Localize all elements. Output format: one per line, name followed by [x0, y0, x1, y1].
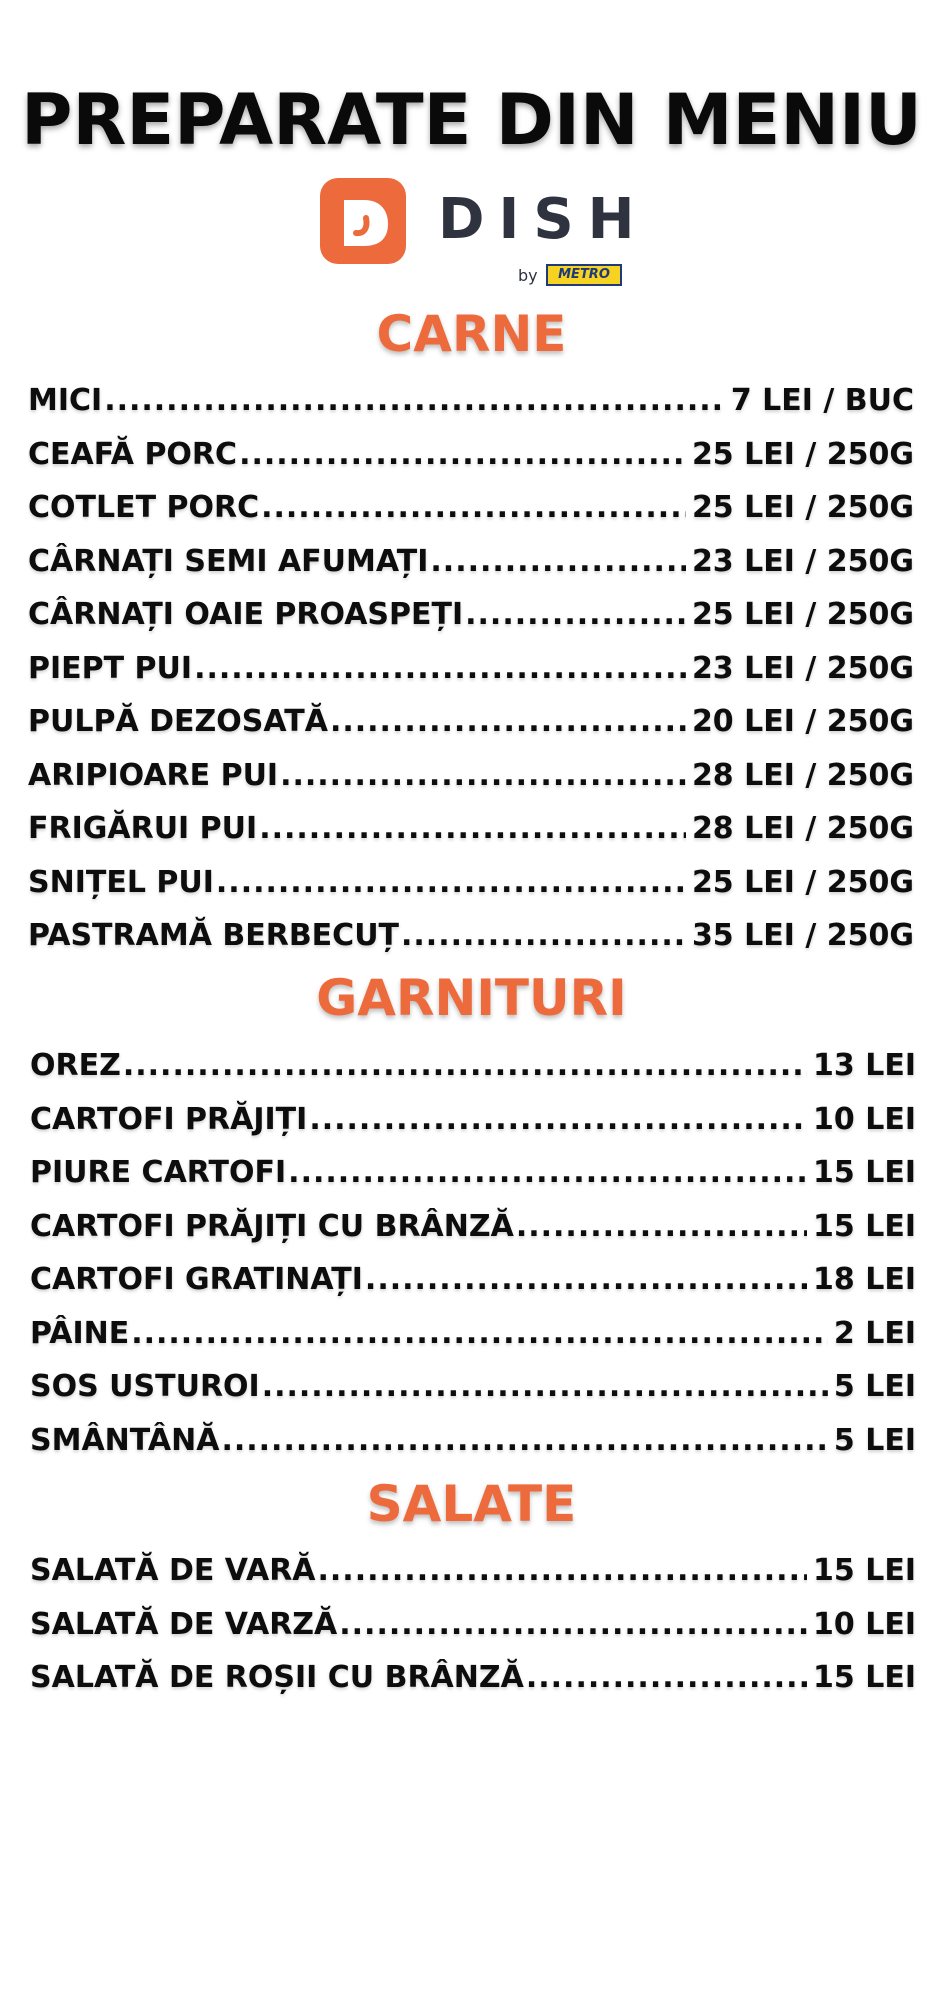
dish-logo-by: by — [518, 266, 538, 285]
item-price: 10 LEI — [813, 1101, 916, 1137]
dish-logo — [320, 178, 649, 288]
salate-list — [30, 1544, 916, 1705]
dot-leader — [526, 1651, 807, 1705]
dot-leader — [261, 481, 686, 535]
dot-leader — [131, 1307, 828, 1361]
dot-leader — [330, 695, 686, 749]
menu-item — [30, 1253, 916, 1307]
item-price: 23 LEI / 250G — [691, 650, 914, 686]
item-price: 15 LEI — [813, 1553, 916, 1588]
menu-item — [30, 1093, 916, 1147]
item-name: MICI — [28, 383, 103, 418]
menu-item — [28, 481, 914, 535]
item-name: SNIȚEL PUI — [28, 864, 214, 900]
item-name: SALATĂ DE VARĂ — [30, 1553, 316, 1588]
menu-item — [28, 909, 914, 963]
item-price: 15 LEI — [813, 1208, 916, 1244]
dot-leader — [365, 1253, 807, 1307]
item-price: 28 LEI / 250G — [691, 811, 914, 846]
menu-item — [30, 1544, 916, 1598]
item-price: 15 LEI — [813, 1155, 916, 1190]
dot-leader — [465, 588, 686, 642]
dot-leader — [401, 909, 686, 963]
item-name: SALATĂ DE ROȘII CU BRÂNZĂ — [30, 1660, 524, 1695]
item-name: CARTOFI GRATINAȚI — [30, 1262, 363, 1297]
menu-item — [30, 1360, 916, 1414]
menu-item — [28, 749, 914, 803]
item-price: 18 LEI — [813, 1262, 916, 1297]
dot-leader — [104, 374, 725, 428]
menu-item — [30, 1307, 916, 1361]
menu-item — [28, 374, 914, 428]
item-name: CEAFĂ PORC — [28, 436, 238, 472]
dot-leader — [259, 802, 686, 856]
menu-item — [30, 1598, 916, 1652]
item-name: SALATĂ DE VARZĂ — [30, 1606, 338, 1642]
menu-item — [30, 1146, 916, 1200]
item-price: 13 LEI — [813, 1048, 916, 1083]
menu-item — [30, 1414, 916, 1468]
item-name: OREZ — [30, 1048, 121, 1083]
dot-leader — [339, 1598, 807, 1652]
menu-item — [28, 856, 914, 910]
item-name: SMÂNTÂNĂ — [30, 1422, 220, 1458]
item-name: SOS USTUROI — [30, 1369, 260, 1404]
item-name: PIURE CARTOFI — [30, 1155, 287, 1190]
item-price: 20 LEI / 250G — [691, 704, 914, 739]
dot-leader — [216, 856, 686, 910]
metro-badge — [546, 264, 622, 286]
dish-logo-word: DISH — [438, 187, 649, 252]
menu-item — [28, 802, 914, 856]
item-price: 10 LEI — [813, 1606, 916, 1642]
dish-logo-icon — [320, 178, 406, 264]
dot-leader — [123, 1039, 807, 1093]
menu-item — [28, 428, 914, 482]
item-price: 25 LEI / 250G — [691, 864, 914, 900]
dot-leader — [221, 1414, 827, 1468]
item-name: CARTOFI PRĂJIȚI — [30, 1101, 308, 1137]
metro-badge-label: METRO — [548, 266, 620, 284]
page-title: PREPARATE DIN MENIU — [21, 79, 922, 161]
section-title-carne: CARNE — [376, 305, 567, 363]
item-price: 25 LEI / 250G — [691, 597, 914, 632]
menu-item — [30, 1651, 916, 1705]
item-price: 28 LEI / 250G — [691, 757, 914, 793]
item-price: 35 LEI / 250G — [691, 918, 914, 953]
menu-item — [28, 535, 914, 589]
item-price: 5 LEI — [833, 1369, 916, 1404]
dot-leader — [318, 1544, 808, 1598]
dot-leader — [194, 642, 686, 696]
item-name: PIEPT PUI — [28, 650, 193, 686]
menu-item — [30, 1039, 916, 1093]
dot-leader — [288, 1146, 807, 1200]
item-price: 15 LEI — [813, 1660, 916, 1695]
item-name: CARTOFI PRĂJIȚI CU BRÂNZĂ — [30, 1208, 514, 1244]
dot-leader — [262, 1360, 828, 1414]
item-name: PULPĂ DEZOSATĂ — [28, 704, 328, 739]
item-name: ARIPIOARE PUI — [28, 757, 279, 793]
menu-item — [30, 1200, 916, 1254]
item-name: PÂINE — [30, 1315, 130, 1351]
item-price: 2 LEI — [833, 1315, 916, 1351]
section-title-salate: SALATE — [366, 1475, 577, 1533]
menu-item — [28, 588, 914, 642]
item-name: CÂRNAȚI SEMI AFUMAȚI — [28, 543, 429, 579]
item-price: 7 LEI / BUC — [730, 383, 914, 418]
dot-leader — [239, 428, 686, 482]
item-price: 25 LEI / 250G — [691, 436, 914, 472]
dot-leader — [309, 1093, 807, 1147]
menu-item — [28, 642, 914, 696]
item-name: FRIGĂRUI PUI — [28, 811, 258, 846]
item-price: 23 LEI / 250G — [691, 543, 914, 579]
item-price: 25 LEI / 250G — [691, 490, 914, 525]
item-name: CÂRNAȚI OAIE PROASPEȚI — [28, 597, 464, 632]
carne-list — [28, 374, 914, 963]
section-title-garnituri: GARNITURI — [316, 969, 627, 1027]
dot-leader — [516, 1200, 807, 1254]
item-name: COTLET PORC — [28, 490, 260, 525]
item-price: 5 LEI — [833, 1422, 916, 1458]
dot-leader — [280, 749, 686, 803]
item-name: PASTRAMĂ BERBECUȚ — [28, 918, 400, 953]
menu-item — [28, 695, 914, 749]
garnituri-list — [30, 1039, 916, 1467]
dot-leader — [430, 535, 686, 589]
